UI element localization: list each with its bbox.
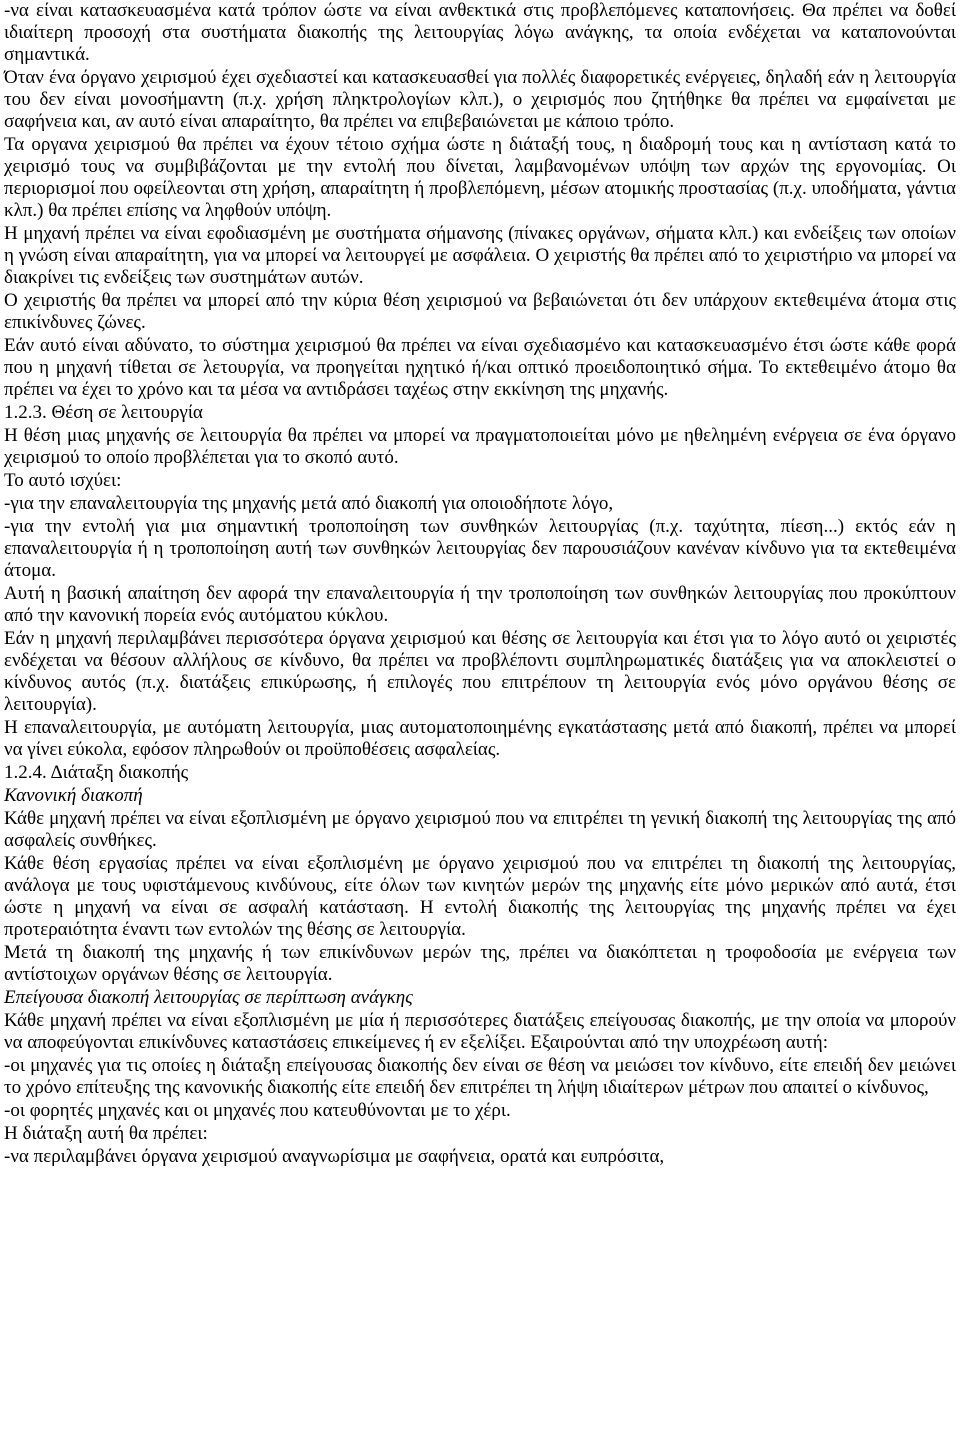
- list-item: -οι μηχανές για τις οποίες η διάταξη επείγουσας διακοπής δεν είναι σε θέση να μειώσει τον κίνδυνο, είτε επειδή δεν μειώνει το χρόνο επίτευξης της κανονικής διακοπής είτε επειδή δεν επιτρέπει τη λήψη ιδιαίτερων μέτρων που απαιτεί ο κίνδυνος,: [4, 1055, 956, 1098]
- paragraph: Αυτή η βασική απαίτηση δεν αφορά την επαναλειτουργία ή την τροποποίηση των συνθηκών λειτουργίας που προκύπτουν από την κανονική πορεία ενός αυτόματου κύκλου.: [4, 583, 956, 626]
- paragraph: Εάν αυτό είναι αδύνατο, το σύστημα χειρισμού θα πρέπει να είναι σχεδιασμένο και κατασκευασμένο έτσι ώστε κάθε φορά που η μηχανή τίθεται σε λετουργία, να προηγείται ηχητικό ή/και οπτικό προειδοποιητικό σήμα. Το εκτεθειμένο άτομο θα πρέπει να έχει το χρόνο και τα μέσα να αντιδράσει ταχέως στην εκκίνηση της μηχανής.: [4, 335, 956, 400]
- paragraph: Κάθε μηχανή πρέπει να είναι εξοπλισμένη με όργανο χειρισμού που να επιτρέπει τη γενική διακοπή της λειτουργίας της από ασφαλείς συνθήκες.: [4, 808, 956, 851]
- paragraph: Κάθε μηχανή πρέπει να είναι εξοπλισμένη με μία ή περισσότερες διατάξεις επείγουσας διακοπής, με την οποία να μπορούν να αποφεύγονται επικίνδυνες καταστάσεις επικείμενες ή εν εξελίξει. Εξαιρούνται από την υποχρέωση αυτή:: [4, 1010, 956, 1053]
- paragraph: Εάν η μηχανή περιλαμβάνει περισσότερα όργανα χειρισμού και θέσης σε λειτουργία και έτσι για το λόγο αυτό οι χειριστές ενδέχεται να θέσουν αλλήλους σε κίνδυνο, θα πρέπει να προβλέποντι συμπληρωματικές διατάξεις για να αποκλειστεί ο κίνδυνος αυτός (π.χ. διατάξεις επικύρωσης, ή επιλογές που επιτρέπουν τη λειτουργία ενός μόνο οργάνου θέσης σε λειτουργία).: [4, 628, 956, 715]
- paragraph: Ο χειριστής θα πρέπει να μπορεί από την κύρια θέση χειρισμού να βεβαιώνεται ότι δεν υπάρχουν εκτεθειμένα άτομα στις επικίνδυνες ζώνες.: [4, 290, 956, 333]
- paragraph: Η διάταξη αυτή θα πρέπει:: [4, 1123, 208, 1144]
- paragraph: Τα οργανα χειρισμού θα πρέπει να έχουν τέτοιο σχήμα ώστε η διάταξή τους, η διαδρομή τους και η αντίσταση κατά το χειρισμό τους να συμβιβάζονται με την εντολή που δίνεται, λαμβανομένων υπόψη των αρχών της εργονομίας. Οι περιορισμοί που οφείλεονται στη χρήση, απαραίτητη ή προβλεπόμενη, μέσων ατομικής προστασίας (π.χ. υποδήματα, γάντια κλπ.) θα πρέπει επίσης να ληφθούν υπόψη.: [4, 134, 956, 221]
- paragraph: Η θέση μιας μηχανής σε λειτουργία θα πρέπει να μπορεί να πραγματοποιείται μόνο με ηθελημένη ενέργεια σε ένα όργανο χειρισμού το οποίο προβλέπεται για το σκοπό αυτό.: [4, 425, 956, 468]
- list-item: -για την εντολή για μια σημαντική τροποποίηση των συνθηκών λειτουργίας (π.χ. ταχύτητα, πίεση...) εκτός εάν η επαναλειτουργία ή η τροποποίηση αυτή των συνθηκών λειτουργίας δεν παρουσιάζουν κανέναν κίνδυνο για τα εκτεθειμένα άτομα.: [4, 516, 956, 581]
- list-item: -οι φορητές μηχανές και οι μηχανές που κατευθύνονται με το χέρι.: [4, 1100, 511, 1121]
- paragraph: Μετά τη διακοπή της μηχανής ή των επικίνδυνων μερών της, πρέπει να διακόπτεται η τροφοδοσία με ενέργεια των αντίστοιχων οργάνων θέσης σε λειτουργία.: [4, 942, 956, 985]
- section-heading-1-2-4: 1.2.4. Διάταξη διακοπής: [4, 762, 189, 783]
- section-heading-1-2-3: 1.2.3. Θέση σε λειτουργία: [4, 402, 203, 423]
- subheading-normal-stop: Κανονική διακοπή: [4, 785, 143, 806]
- paragraph: Κάθε θέση εργασίας πρέπει να είναι εξοπλισμένη με όργανο χειρισμού που να επιτρέπει τη διακοπή της λειτουργίας, ανάλογα με τους υφιστάμενους κινδύνους, είτε όλων των κινητών μερών της μηχανής είτε μόνο μερικών από αυτά, έτσι ώστε η μηχανή να είναι σε ασφαλή κατάσταση. Η εντολή διακοπής της λειτουργίας της μηχανής πρέπει να έχει προτεραιότητα έναντι των εντολών της θέσης σε λειτουργία.: [4, 853, 956, 940]
- paragraph: Η επαναλειτουργία, με αυτόματη λειτουργία, μιας αυτοματοποιημένης εγκατάστασης μετά από διακοπή, πρέπει να μπορεί να γίνει εύκολα, εφόσον πληρωθούν οι προϋποθέσεις ασφαλείας.: [4, 717, 956, 760]
- list-item: -να περιλαμβάνει όργανα χειρισμού αναγνωρίσιμα με σαφήνεια, ορατά και ευπρόσιτα,: [4, 1146, 665, 1167]
- subheading-emergency-stop: Επείγουσα διακοπή λειτουργίας σε περίπτωση ανάγκης: [4, 987, 413, 1008]
- paragraph: -να είναι κατασκευασμένα κατά τρόπον ώστε να είναι ανθεκτικά στις προβλεπόμενες καταπονήσεις. Θα πρέπει να δοθεί ιδιαίτερη προσοχή στα συστήματα διακοπής της λειτουργίας λόγω ανάγκης, τα οποία ενδέχεται να καταπονούνται σημαντικά.: [4, 0, 956, 65]
- paragraph: Όταν ένα όργανο χειρισμού έχει σχεδιαστεί και κατασκευασθεί για πολλές διαφορετικές ενέργειες, δηλαδή εάν η λειτουργία του δεν είναι μονοσήμαντη (π.χ. χρήση πληκτρολογίων κλπ.), ο χειρισμός που ζητήθηκε θα πρέπει να εμφαίνεται με σαφήνεια και, αν αυτό είναι απαραίτητο, θα πρέπει να επιβεβαιώνεται με κάποιο τρόπο.: [4, 67, 956, 132]
- paragraph: Το αυτό ισχύει:: [4, 470, 122, 491]
- paragraph: Η μηχανή πρέπει να είναι εφοδιασμένη με συστήματα σήμανσης (πίνακες οργάνων, σήματα κλπ.) και ενδείξεις των οποίων η γνώση είναι απαραίτητη, για να μπορεί να λειτουργεί με ασφάλεια. Ο χειριστής θα πρέπει από το χειριστήριο να μπορεί να διακρίνει τις ενδείξεις των συστημάτων αυτών.: [4, 223, 956, 288]
- list-item: -για την επαναλειτουργία της μηχανής μετά από διακοπή για οποιοδήποτε λόγο,: [4, 493, 614, 514]
